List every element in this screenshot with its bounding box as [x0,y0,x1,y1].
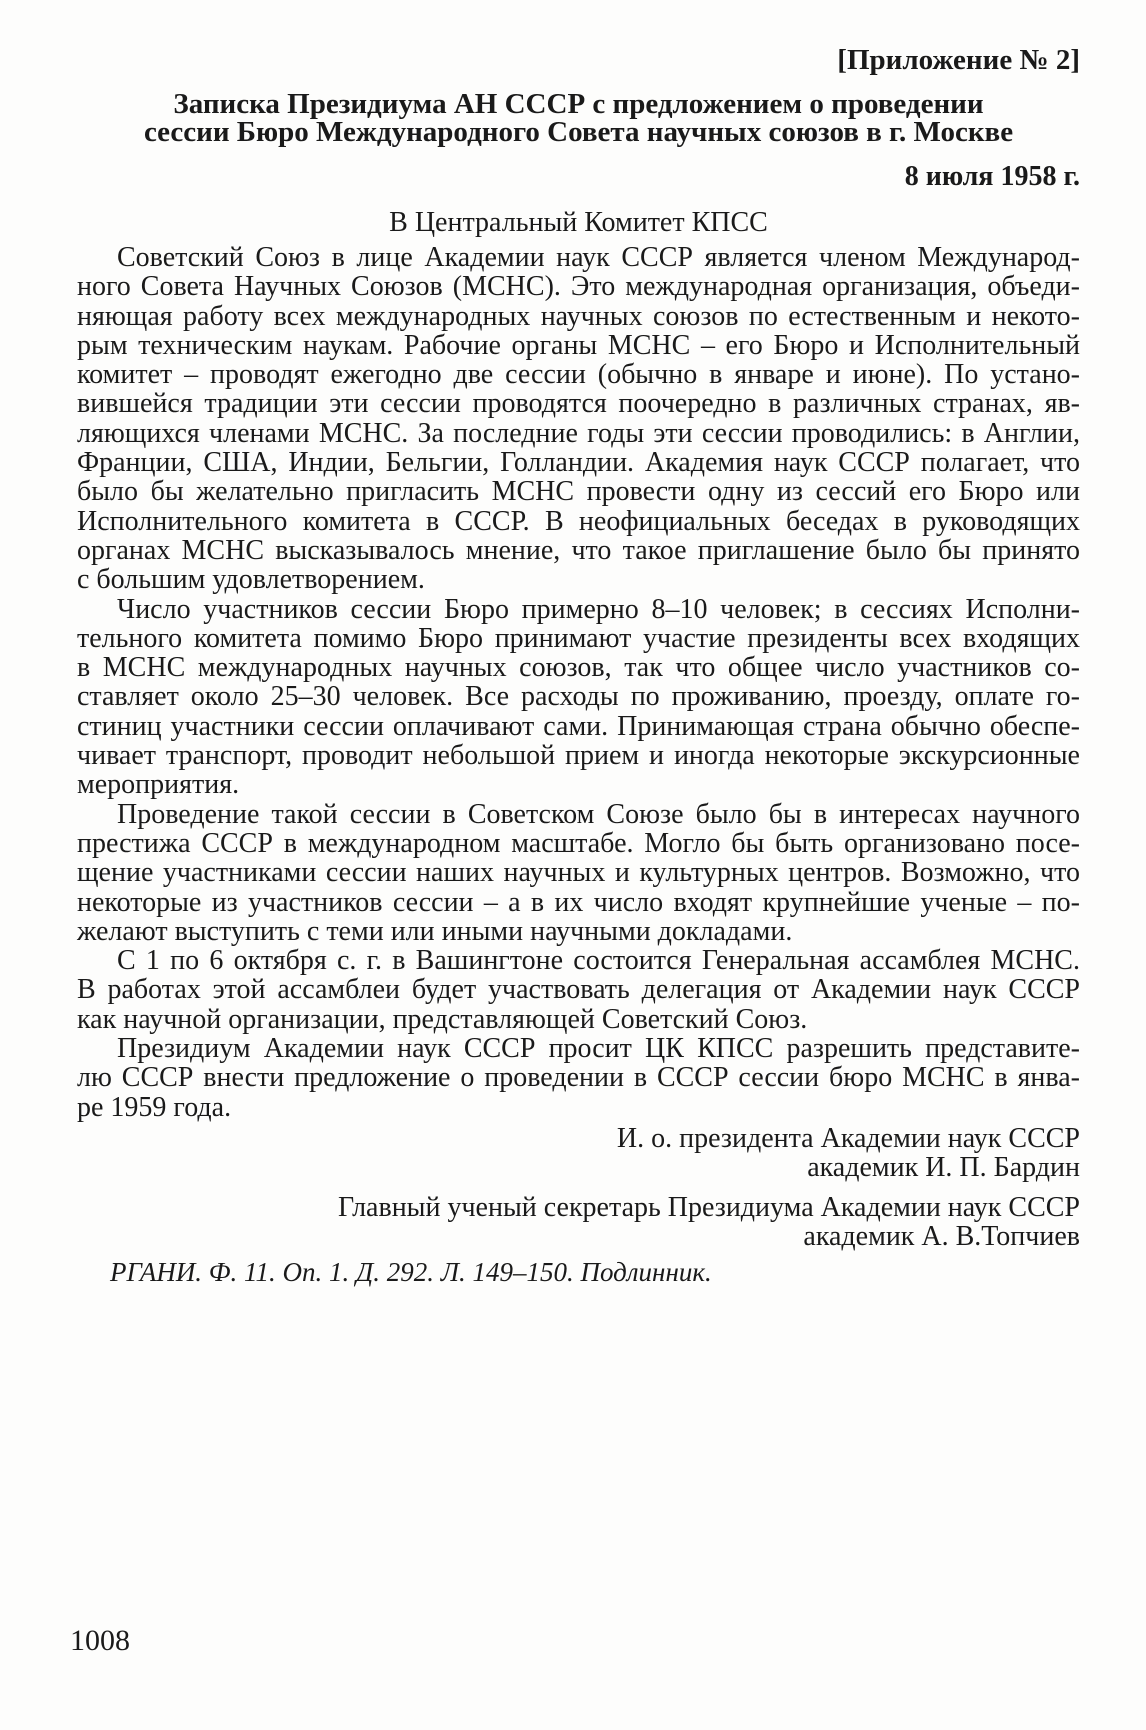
text-line: комитет – проводят ежегодно две сессии (обычно в январе и июне). По устано- [77,360,1080,390]
text-line: рым техническим наукам. Рабочие органы МСНС – его Бюро и Исполнительный [77,330,1080,361]
text-line: тельного комитета помимо Бюро принимают участие президенты всех входящих [77,623,1080,654]
text-line: Проведение такой сессии в Советском Союзе было бы в интересах научного [117,799,1080,829]
signature-position: И. о. президента Академии наук СССР [616,1123,1080,1154]
text-line: мероприятия. [77,769,240,801]
text-line: как научной организации, представляющей Советский Союз. [77,1003,808,1035]
document-date: 8 июля 1958 г. [904,161,1080,192]
document-body [77,243,1080,1122]
text-line: органах МСНС высказывалось мнение, что такое приглашение было бы принято [77,535,1080,566]
text-line: щение участниками сессии наших научных и культурных центров. Возможно, что [77,858,1080,888]
signature-name: академик И. П. Бардин [807,1152,1080,1183]
text-line: престижа СССР в международном масштабе. Могло бы быть организовано посе- [77,828,1080,859]
text-line: стиниц участники сессии оплачивают сами. Принимающая страна обычно обеспе- [77,711,1080,742]
signature-name: академик А. В.Топчиев [803,1221,1080,1252]
text-line: Исполнительного комитета в СССР. В неофициальных беседах в руководящих [77,506,1080,536]
text-line: в МСНС международных научных союзов, так что общее число участников со- [77,653,1080,683]
text-line: В работах этой ассамблеи будет участвовать делегация от Академии наук СССР [77,975,1080,1005]
title-line: Записка Президиума АН СССР с предложением о проведении [173,88,984,120]
text-line: лю СССР внести предложение о проведении в СССР сессии бюро МСНС в янва- [77,1063,1080,1093]
text-line: С 1 по 6 октября с. г. в Вашингтоне состоится Генеральная ассамблея МСНС. [117,946,1080,976]
text-line: желают выступить с теми или иными научными докладами. [77,915,793,947]
text-line: Советский Союз в лице Академии наук СССР является членом Международ- [117,243,1080,273]
page-number: 1008 [70,1624,130,1657]
paragraph [77,800,1080,946]
appendix-label: [Приложение № 2] [837,44,1080,76]
paragraph [77,243,1080,595]
paragraph [77,595,1080,800]
document-title [77,90,1080,146]
text-line: с большим удовлетворением. [77,564,425,596]
archive-source: РГАНИ. Ф. 11. Оп. 1. Д. 292. Л. 149–150. Подлинник. [110,1257,712,1287]
text-line: Число участников сессии Бюро примерно 8–10 человек; в сессиях Исполни- [117,594,1080,624]
text-line: Франции, США, Индии, Бельгии, Голландии. Академия наук СССР полагает, что [77,448,1080,478]
text-line: няющая работу всех международных научных союзов по естественным и некото- [77,301,1080,331]
text-line: чивает транспорт, проводит небольшой прием и иногда некоторые экскурсионные [77,741,1080,771]
signature-block-1 [617,1124,1080,1182]
text-line: некоторые из участников сессии – а в их число входят крупнейшие ученые – по- [77,887,1080,917]
text-line: было бы желательно пригласить МСНС провести одну из сессий его Бюро или [77,477,1080,507]
paragraph [77,946,1080,1034]
signature-position: Главный ученый секретарь Президиума Академии наук СССР [337,1192,1080,1223]
paragraph [77,1034,1080,1122]
text-line: ляющихся членами МСНС. За последние годы эти сессии проводились: в Англии, [77,418,1080,449]
addressee: В Центральный Комитет КПСС [389,207,768,238]
text-line: Президиум Академии наук СССР просит ЦК КПСС разрешить представите- [117,1034,1080,1064]
text-line: ре 1959 года. [77,1091,232,1123]
title-line: сессии Бюро Международного Совета научных союзов в г. Москве [143,116,1014,148]
text-line: ного Совета Научных Союзов (МСНС). Это международная организация, объеди- [77,272,1080,302]
text-line: вившейся традиции эти сессии проводятся поочередно в различных странах, яв- [77,389,1080,419]
signature-block-2 [338,1193,1080,1251]
text-line: ставляет около 25–30 человек. Все расходы по проживанию, проезду, оплате го- [77,682,1080,712]
